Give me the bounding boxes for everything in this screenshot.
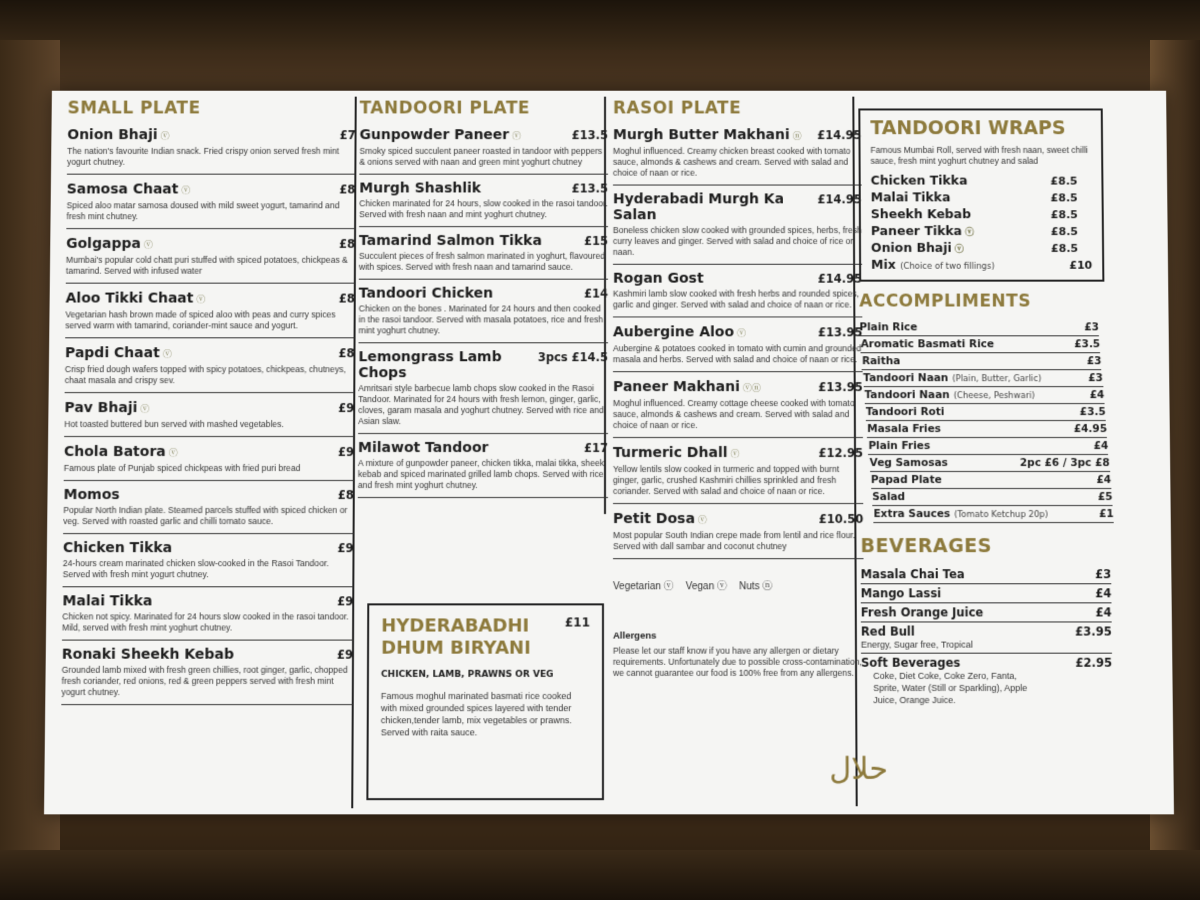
- beverages-heading: BEVERAGES: [860, 535, 993, 558]
- diet-icon: ⓥ: [954, 244, 964, 255]
- menu-item-name: Samosa Chaat: [66, 181, 179, 198]
- menu-item-price: £14.95: [817, 192, 862, 207]
- accompliment-price: £4: [1093, 440, 1109, 452]
- accompliment-title: [866, 406, 945, 418]
- menu-item-price: £9: [338, 401, 355, 416]
- accompliment-note: (Cheese, Peshwari): [953, 391, 1035, 402]
- menu-item-name: Papdi Chaat: [64, 345, 160, 362]
- menu-item-price: £14.95: [817, 271, 863, 286]
- menu-item-description: Amritsari style barbecue lamb chops slow cooked in the Rasoi Tandoor. Marinated for 24 hours with fresh lemon, ginger, garlic, cloves, garam masala and yoghurt chutney. Served with rice and Asian slaw.: [358, 383, 604, 427]
- biryani-price: £11: [564, 615, 590, 630]
- menu-item: [63, 487, 354, 534]
- diet-icon: ⓥ: [964, 228, 975, 239]
- menu-item: [613, 271, 862, 318]
- menu-item-name: Hyderabadi Murgh Ka Salan: [612, 191, 785, 224]
- beverage-item: [861, 603, 1112, 622]
- menu-item-title: [64, 399, 149, 417]
- menu-item: [359, 126, 608, 174]
- accompliment-title: [862, 355, 900, 367]
- menu-item-price: £12.95: [818, 446, 864, 460]
- beverage-price: £3.95: [1075, 624, 1112, 639]
- diet-icon: ⓝ: [792, 131, 802, 142]
- menu-item-title: [613, 126, 802, 144]
- accompliment-name: Plain Rice: [859, 321, 918, 334]
- small-plate-section: [61, 99, 355, 712]
- menu-item-name: Lemongrass Lamb Chops: [358, 349, 502, 382]
- accompliment-title: [868, 440, 930, 452]
- menu-item-description: Yellow lentils slow cooked in turmeric and topped with burnt ginger, garlic, crushed Kashmiri chillies sprinkled and fresh coriander. Served with salad and choice of naan or rice.: [613, 463, 840, 497]
- menu-item-description: A mixture of gunpowder paneer, chicken tikka, malai tikka, sheek kebab and spiced marinated grilled lamb chops. Served with rice and fresh mint yoghurt chutney.: [357, 457, 605, 491]
- tandoori-plate-section: [358, 99, 608, 504]
- menu-item-head: [359, 233, 608, 249]
- accompliments-heading: ACCOMPLIMENTS: [859, 291, 1032, 312]
- menu-item-head: [64, 443, 354, 461]
- small-plate-heading: SMALL PLATE: [67, 98, 201, 119]
- beverage-price: £4: [1095, 586, 1112, 601]
- menu-item-description: Grounded lamb mixed with fresh green chillies, root ginger, garlic, chopped fresh coriander, red onions, red & green peppers served with fresh mint yogurt chutney.: [61, 664, 348, 698]
- beverage-item: [861, 584, 1112, 603]
- accompliment-name: Salad: [872, 491, 906, 504]
- beverages-list: [861, 565, 1163, 708]
- menu-item-description: Chicken on the bones . Marinated for 24 hours and then cooked in the rasoi tandoor. Served with masala potatoes, rice and fresh mint yoghurt chutney.: [358, 303, 604, 336]
- beverage-price: £4: [1095, 605, 1112, 620]
- allergens-note: [613, 631, 864, 679]
- menu-item-price: £8: [338, 291, 355, 306]
- menu-item-description: Spiced aloo matar samosa doused with mild sweet yogurt, tamarind and fresh mint chutney.: [66, 200, 340, 222]
- menu-item-title: [64, 443, 178, 461]
- accompliment-title: [864, 389, 1034, 401]
- accompliment-title: [859, 321, 917, 333]
- menu-item: [613, 510, 864, 559]
- menu-item-description: Smoky spiced succulent paneer roasted in tandoor with peppers & onions served with naan and green mint yoghurt chutney: [359, 145, 603, 167]
- diet-icon: ⓥ: [162, 349, 172, 360]
- menu-item-head: [613, 126, 862, 144]
- menu-item-price: £8: [339, 237, 356, 251]
- tandoori-wraps-box: [858, 108, 1104, 281]
- menu-item-name: Gunpowder Paneer: [359, 127, 510, 144]
- wraps-mix-price: £10: [1069, 258, 1093, 272]
- halal-logo: حلال: [829, 751, 889, 787]
- accompliment-title: [870, 457, 948, 469]
- menu-item-price: £9: [336, 647, 354, 662]
- beverage-name: Mango Lassi: [860, 586, 942, 601]
- menu-item-price: £10.50: [818, 512, 864, 527]
- wraps-title: TANDOORI WRAPS: [870, 117, 1066, 140]
- biryani-description: Famous moghul marinated basmati rice cooked with mixed grounded spices layered with tender chicken,tender lamb, mix vegetables or prawns. Served with raita sauce.: [380, 690, 572, 738]
- wrap-item: [871, 206, 1078, 221]
- menu-item-price: £14.95: [817, 128, 862, 143]
- wraps-description: Famous Mumbai Roll, served with fresh naan, sweet chilli sauce, fresh mint yoghurt chutney and salad: [870, 145, 1089, 166]
- accompliment-name: Raitha: [861, 355, 901, 368]
- menu-item-title: [613, 444, 740, 462]
- accompliment-price: £3.5: [1079, 406, 1106, 419]
- accompliment-name: Papad Plate: [870, 473, 942, 487]
- accompliment-title: [863, 372, 1041, 384]
- diet-icon: ⓥ: [196, 294, 206, 305]
- accompliment-price: £3: [1086, 355, 1102, 368]
- wrap-item-title: [871, 206, 971, 221]
- menu-item-description: 24-hours cream marinated chicken slow-cooked in the Rasoi Tandoor. Served with fresh mint yogurt chutney.: [62, 558, 329, 580]
- accompliment-title: [871, 474, 942, 486]
- accompliment-item: [873, 506, 1113, 523]
- menu-item: [62, 593, 353, 640]
- menu-item-name: Golgappa: [66, 236, 141, 252]
- accompliment-price: £3.5: [1074, 338, 1101, 351]
- wrap-item: [871, 189, 1078, 204]
- menu-item-head: [613, 323, 862, 341]
- accompliment-title: [867, 423, 941, 435]
- menu-item-name: Paneer Makhani: [612, 379, 740, 396]
- menu-item-price: £13.95: [818, 380, 863, 395]
- menu-item: [64, 443, 354, 481]
- menu-item: [613, 444, 863, 504]
- menu-item-name: Aubergine Aloo: [612, 324, 734, 341]
- menu-item-price: £15: [584, 234, 609, 248]
- menu-item-description: Moghul influenced. Creamy chicken breast cooked with tomato sauce, almonds & cashews and cream. Served with salad and choice of naan or rice.: [612, 145, 851, 178]
- accompliment-item: [859, 319, 1099, 336]
- menu-item-head: [64, 399, 354, 417]
- menu-item-title: [613, 510, 707, 528]
- menu-item-head: [66, 235, 355, 253]
- accompliment-title: [861, 338, 995, 350]
- beverage-price: £2.95: [1075, 655, 1113, 670]
- menu-item-price: £17: [583, 441, 609, 455]
- menu-item-title: [67, 126, 169, 144]
- menu-item-price: £9: [337, 541, 354, 556]
- menu-item-name: Rogan Gost: [612, 270, 704, 287]
- menu-item-description: Crisp fried dough wafers topped with spicy potatoes, chickpeas, chutneys, chaat masala and crispy sev.: [64, 364, 346, 386]
- menu-item-head: [358, 349, 608, 381]
- accompliment-item: [864, 387, 1104, 404]
- legend-nuts: Nuts ⓝ: [739, 581, 773, 593]
- accompliment-price: £1: [1099, 508, 1114, 521]
- accompliment-item: [870, 455, 1110, 472]
- beverage-name: Red Bull: [860, 624, 915, 639]
- menu-item-name: Aloo Tikki Chaat: [65, 290, 194, 307]
- allergens-text: Please let our staff know if you have any allergen or dietary requirements. Unfortunately due to possible cross-contamination, we cannot guarantee our food is 100% free from any allergens.: [613, 645, 862, 678]
- menu-item-name: Ronaki Sheekh Kebab: [61, 646, 235, 663]
- accompliment-name: Tandoori Naan: [863, 372, 949, 385]
- menu-item: [358, 440, 608, 498]
- tandoori-plate-heading: TANDOORI PLATE: [359, 98, 530, 119]
- menu-item-head: [65, 344, 355, 362]
- wrap-item-name: Chicken Tikka: [870, 172, 968, 188]
- accompliment-item: [863, 370, 1103, 387]
- menu-item: [65, 344, 355, 393]
- diet-icon: ⓥ: [697, 515, 708, 526]
- menu-item: [63, 540, 354, 587]
- accompliment-note: (Plain, Butter, Garlic): [952, 374, 1042, 385]
- menu-item-name: Murgh Shashlik: [359, 180, 482, 197]
- accompliment-price: £4: [1096, 473, 1112, 487]
- menu-item-description: Boneless chicken slow cooked with grounded spices, herbs, fresh curry leaves and ginger. Served with salad and choice of rice or naan.: [612, 225, 862, 257]
- menu-item-description: Moghul influenced. Creamy cottage cheese cooked with tomato sauce, almonds & cashews and cream. Served with salad and choice of naan or rice.: [612, 398, 855, 431]
- accompliment-name: Aromatic Basmati Rice: [860, 338, 995, 351]
- frame-bottom: [0, 850, 1200, 900]
- menu-item-description: Succulent pieces of fresh salmon marinated in yoghurt, flavoured with spices. Served with fresh naan and tamarind sauce.: [358, 250, 605, 272]
- menu-item-title: [613, 378, 761, 396]
- diet-icon: ⓥ: [140, 404, 150, 415]
- allergens-title: Allergens: [613, 630, 657, 642]
- right-column: [858, 99, 1162, 709]
- wrap-item: [871, 173, 1078, 188]
- accompliment-note: (Tomato Ketchup 20p): [954, 510, 1049, 521]
- menu-item-name: Murgh Butter Makhani: [612, 127, 790, 144]
- menu-item-head: [62, 593, 353, 609]
- accompliment-name: Plain Fries: [868, 440, 931, 452]
- beverage-item: [861, 565, 1112, 584]
- accompliment-price: 2pc £6 / 3pc £8: [1019, 456, 1110, 469]
- menu-item: [358, 349, 608, 434]
- menu-item: [64, 399, 354, 437]
- menu-item-head: [613, 191, 862, 223]
- legend-vegetarian: Vegetarian ⓥ: [613, 581, 674, 593]
- menu-item-price: £8: [338, 346, 355, 361]
- wrap-item-name: Paneer Tikka: [870, 223, 963, 239]
- menu-item-description: Popular North Indian plate. Steamed parcels stuffed with spiced chicken or veg. Served with roasted garlic and chilli tomato sauce.: [63, 505, 348, 527]
- menu-item: [67, 126, 356, 174]
- menu-item-title: [613, 323, 746, 341]
- menu-item-head: [67, 181, 356, 199]
- diet-icon: ⓥ: [143, 239, 153, 250]
- wrap-item-price: £8.5: [1050, 208, 1078, 222]
- menu-item-head: [359, 126, 608, 144]
- wraps-mix-name: Mix: [871, 256, 896, 272]
- menu-item: [65, 290, 355, 339]
- menu-item-name: Milawot Tandoor: [357, 440, 489, 456]
- wraps-mix-row: [871, 257, 1092, 272]
- accompliment-title: [872, 491, 905, 503]
- menu-item: [613, 126, 862, 185]
- diet-icon: ⓥ: [160, 131, 170, 142]
- menu-item-title: [67, 181, 191, 199]
- biryani-subtitle: CHICKEN, LAMB, PRAWNS OR VEG: [380, 669, 554, 680]
- menu-item-description: The nation's favourite Indian snack. Fried crispy onion served fresh mint yogurt chutney.: [66, 145, 340, 167]
- menu-item-price: £9: [337, 594, 354, 609]
- beverage-price: £3: [1095, 567, 1112, 582]
- menu-item: [66, 235, 355, 284]
- menu-item-name: Chola Batora: [63, 444, 166, 460]
- menu-item-name: Momos: [63, 487, 120, 504]
- menu-item-price: £9: [337, 445, 355, 459]
- wrap-item-title: [871, 223, 974, 238]
- menu-item-name: Tandoori Chicken: [358, 285, 494, 302]
- accompliment-item: [868, 438, 1108, 455]
- wrap-item-price: £8.5: [1050, 191, 1078, 205]
- menu-item-description: Aubergine & potatoes cooked in tomato with cumin and grounded masala and herbs. Served with salad and choice of naan or rice.: [612, 343, 862, 365]
- beverage-name: Fresh Orange Juice: [860, 605, 984, 620]
- menu-item-price: £8: [337, 488, 354, 503]
- menu-item: [359, 233, 608, 280]
- menu-item: [613, 323, 863, 372]
- wrap-item-title: [871, 189, 951, 204]
- rasoi-plate-section: [613, 99, 864, 679]
- menu-item-price: £7: [339, 128, 356, 143]
- menu-item-title: [359, 126, 521, 144]
- wrap-item-title: [871, 173, 968, 188]
- accompliment-title: [873, 508, 1048, 520]
- wrap-item-title: [871, 240, 964, 255]
- wrap-item-price: £8.5: [1050, 225, 1079, 239]
- menu-item-price: £8: [339, 182, 356, 197]
- beverage-description: Coke, Diet Coke, Coke Zero, Fanta, Sprite, Water (Still or Sparkling), Apple Juice, Orange Juice.: [873, 670, 1028, 706]
- menu-item-name: Pav Bhaji: [64, 400, 138, 417]
- menu-item-description: Chicken marinated for 24 hours, slow cooked in the rasoi tandoor. Served with fresh naan and mint yoghurt chutney.: [359, 198, 608, 220]
- small-plate-list: [61, 126, 355, 705]
- wrap-item-price: £8.5: [1050, 174, 1078, 188]
- accompliment-price: £4: [1089, 389, 1105, 402]
- diet-icon: ⓥ: [168, 448, 178, 458]
- menu-item-head: [63, 487, 353, 503]
- wrap-item: [871, 240, 1078, 255]
- menu-item-title: [65, 344, 172, 362]
- accompliment-item: [861, 336, 1101, 353]
- menu-item-head: [359, 181, 608, 197]
- menu-item-name: Malai Tikka: [62, 593, 153, 610]
- menu-item-name: Chicken Tikka: [62, 540, 173, 557]
- accompliment-name: Extra Sauces: [873, 508, 951, 521]
- accompliment-name: Tandoori Roti: [865, 406, 945, 419]
- biryani-title: HYDERABADHI DHUM BIRYANI: [381, 615, 531, 659]
- legend-vegan: Vegan ⓥ: [685, 581, 728, 593]
- menu-item: [359, 181, 608, 228]
- accompliment-item: [866, 404, 1106, 421]
- menu-item: [613, 378, 863, 438]
- wrap-item-name: Malai Tikka: [870, 189, 951, 205]
- menu-item-description: Kashmiri lamb slow cooked with fresh herbs and rounded spices, garlic and ginger. Served with salad and choice of naan or rice.: [612, 288, 860, 310]
- menu-item: [61, 647, 353, 705]
- accompliment-price: £5: [1097, 491, 1113, 504]
- accompliment-name: Veg Samosas: [869, 456, 948, 469]
- diet-icon: ⓥ: [181, 185, 191, 196]
- menu-item-description: Hot toasted buttered bun served with mashed vegetables.: [64, 419, 284, 430]
- menu-item-price: £13.5: [571, 181, 609, 196]
- menu-item-name: Turmeric Dhall: [612, 445, 728, 461]
- accompliment-item: [871, 472, 1111, 489]
- menu-item-name: Onion Bhaji: [67, 127, 158, 144]
- accompliments-list: [859, 319, 1160, 523]
- menu-item-price: 3pcs £14.5: [537, 350, 609, 365]
- menu-item-head: [358, 440, 608, 456]
- menu-item-title: [66, 290, 206, 308]
- menu-item: [613, 191, 862, 264]
- frame-top: [0, 0, 1200, 50]
- menu-item-name: Petit Dosa: [613, 511, 695, 528]
- menu-item-head: [359, 286, 608, 302]
- diet-icon: ⓥ: [512, 131, 522, 142]
- accompliment-item: [872, 489, 1112, 506]
- menu-item-name: Tamarind Salmon Tikka: [358, 233, 542, 249]
- menu-item-head: [62, 647, 353, 663]
- wrap-item-price: £8.5: [1051, 241, 1079, 255]
- menu-item-price: £13.5: [571, 128, 609, 143]
- menu-item: [66, 181, 355, 230]
- menu-item-description: Chicken not spicy. Marinated for 24 hours slow cooked in the rasoi tandoor. Mild, served with fresh mint yoghurt chutney.: [62, 611, 349, 633]
- menu-item-head: [63, 540, 354, 556]
- menu-board: [44, 91, 1174, 815]
- menu-item-head: [613, 444, 863, 462]
- rasoi-plate-list: [613, 126, 864, 559]
- menu-item-head: [613, 378, 863, 396]
- menu-item-head: [613, 510, 863, 528]
- menu-item-head: [66, 290, 355, 308]
- wraps-list: [871, 173, 1093, 255]
- wrap-item: [871, 223, 1078, 238]
- menu-item-price: £14: [584, 286, 609, 301]
- menu-item-title: [66, 235, 153, 253]
- accompliment-price: £4.95: [1073, 423, 1108, 436]
- accompliment-item: [867, 421, 1107, 438]
- rasoi-plate-heading: RASOI PLATE: [612, 98, 742, 119]
- menu-item: [359, 286, 608, 344]
- menu-item-head: [613, 271, 862, 287]
- menu-item-description: Most popular South Indian crepe made from lentil and rice flour. Served with dall sambar and coconut chutney: [613, 530, 856, 552]
- beverage-description: Energy, Sugar free, Tropical: [860, 639, 973, 650]
- tandoori-plate-list: [358, 126, 608, 498]
- beverage-name: Soft Beverages: [861, 655, 961, 670]
- biryani-box: [366, 603, 604, 800]
- menu-item-description: Famous plate of Punjab spiced chickpeas with fried puri bread: [63, 462, 301, 473]
- wrap-item-name: Onion Bhaji: [870, 239, 952, 255]
- accompliment-name: Tandoori Naan: [864, 389, 950, 402]
- accompliment-price: £3: [1084, 321, 1099, 334]
- menu-item-head: [67, 126, 355, 144]
- diet-icon: ⓥ: [736, 328, 746, 339]
- beverage-name: Masala Chai Tea: [860, 567, 965, 582]
- menu-item-price: £13.95: [818, 325, 863, 340]
- accompliment-price: £3: [1088, 372, 1103, 385]
- diet-legend: [613, 577, 864, 592]
- menu-item-description: Vegetarian hash brown made of spiced aloo with peas and curry spices served warm with tamarind, coriander-mint sauce and yogurt.: [65, 309, 336, 331]
- accompliment-name: Masala Fries: [867, 423, 941, 436]
- accompliment-item: [862, 353, 1102, 370]
- wraps-mix-note: (Choice of two fillings): [900, 261, 995, 272]
- menu-item-description: Mumbai's popular cold chatt puri stuffed with spiced potatoes, chickpeas & tamarind. Served with infused water: [65, 254, 348, 276]
- diet-icon: ⓥⓝ: [742, 383, 761, 394]
- beverage-item: [861, 622, 1112, 653]
- wrap-item-name: Sheekh Kebab: [870, 206, 972, 222]
- beverage-item: [861, 654, 1113, 708]
- diet-icon: ⓥ: [730, 449, 740, 459]
